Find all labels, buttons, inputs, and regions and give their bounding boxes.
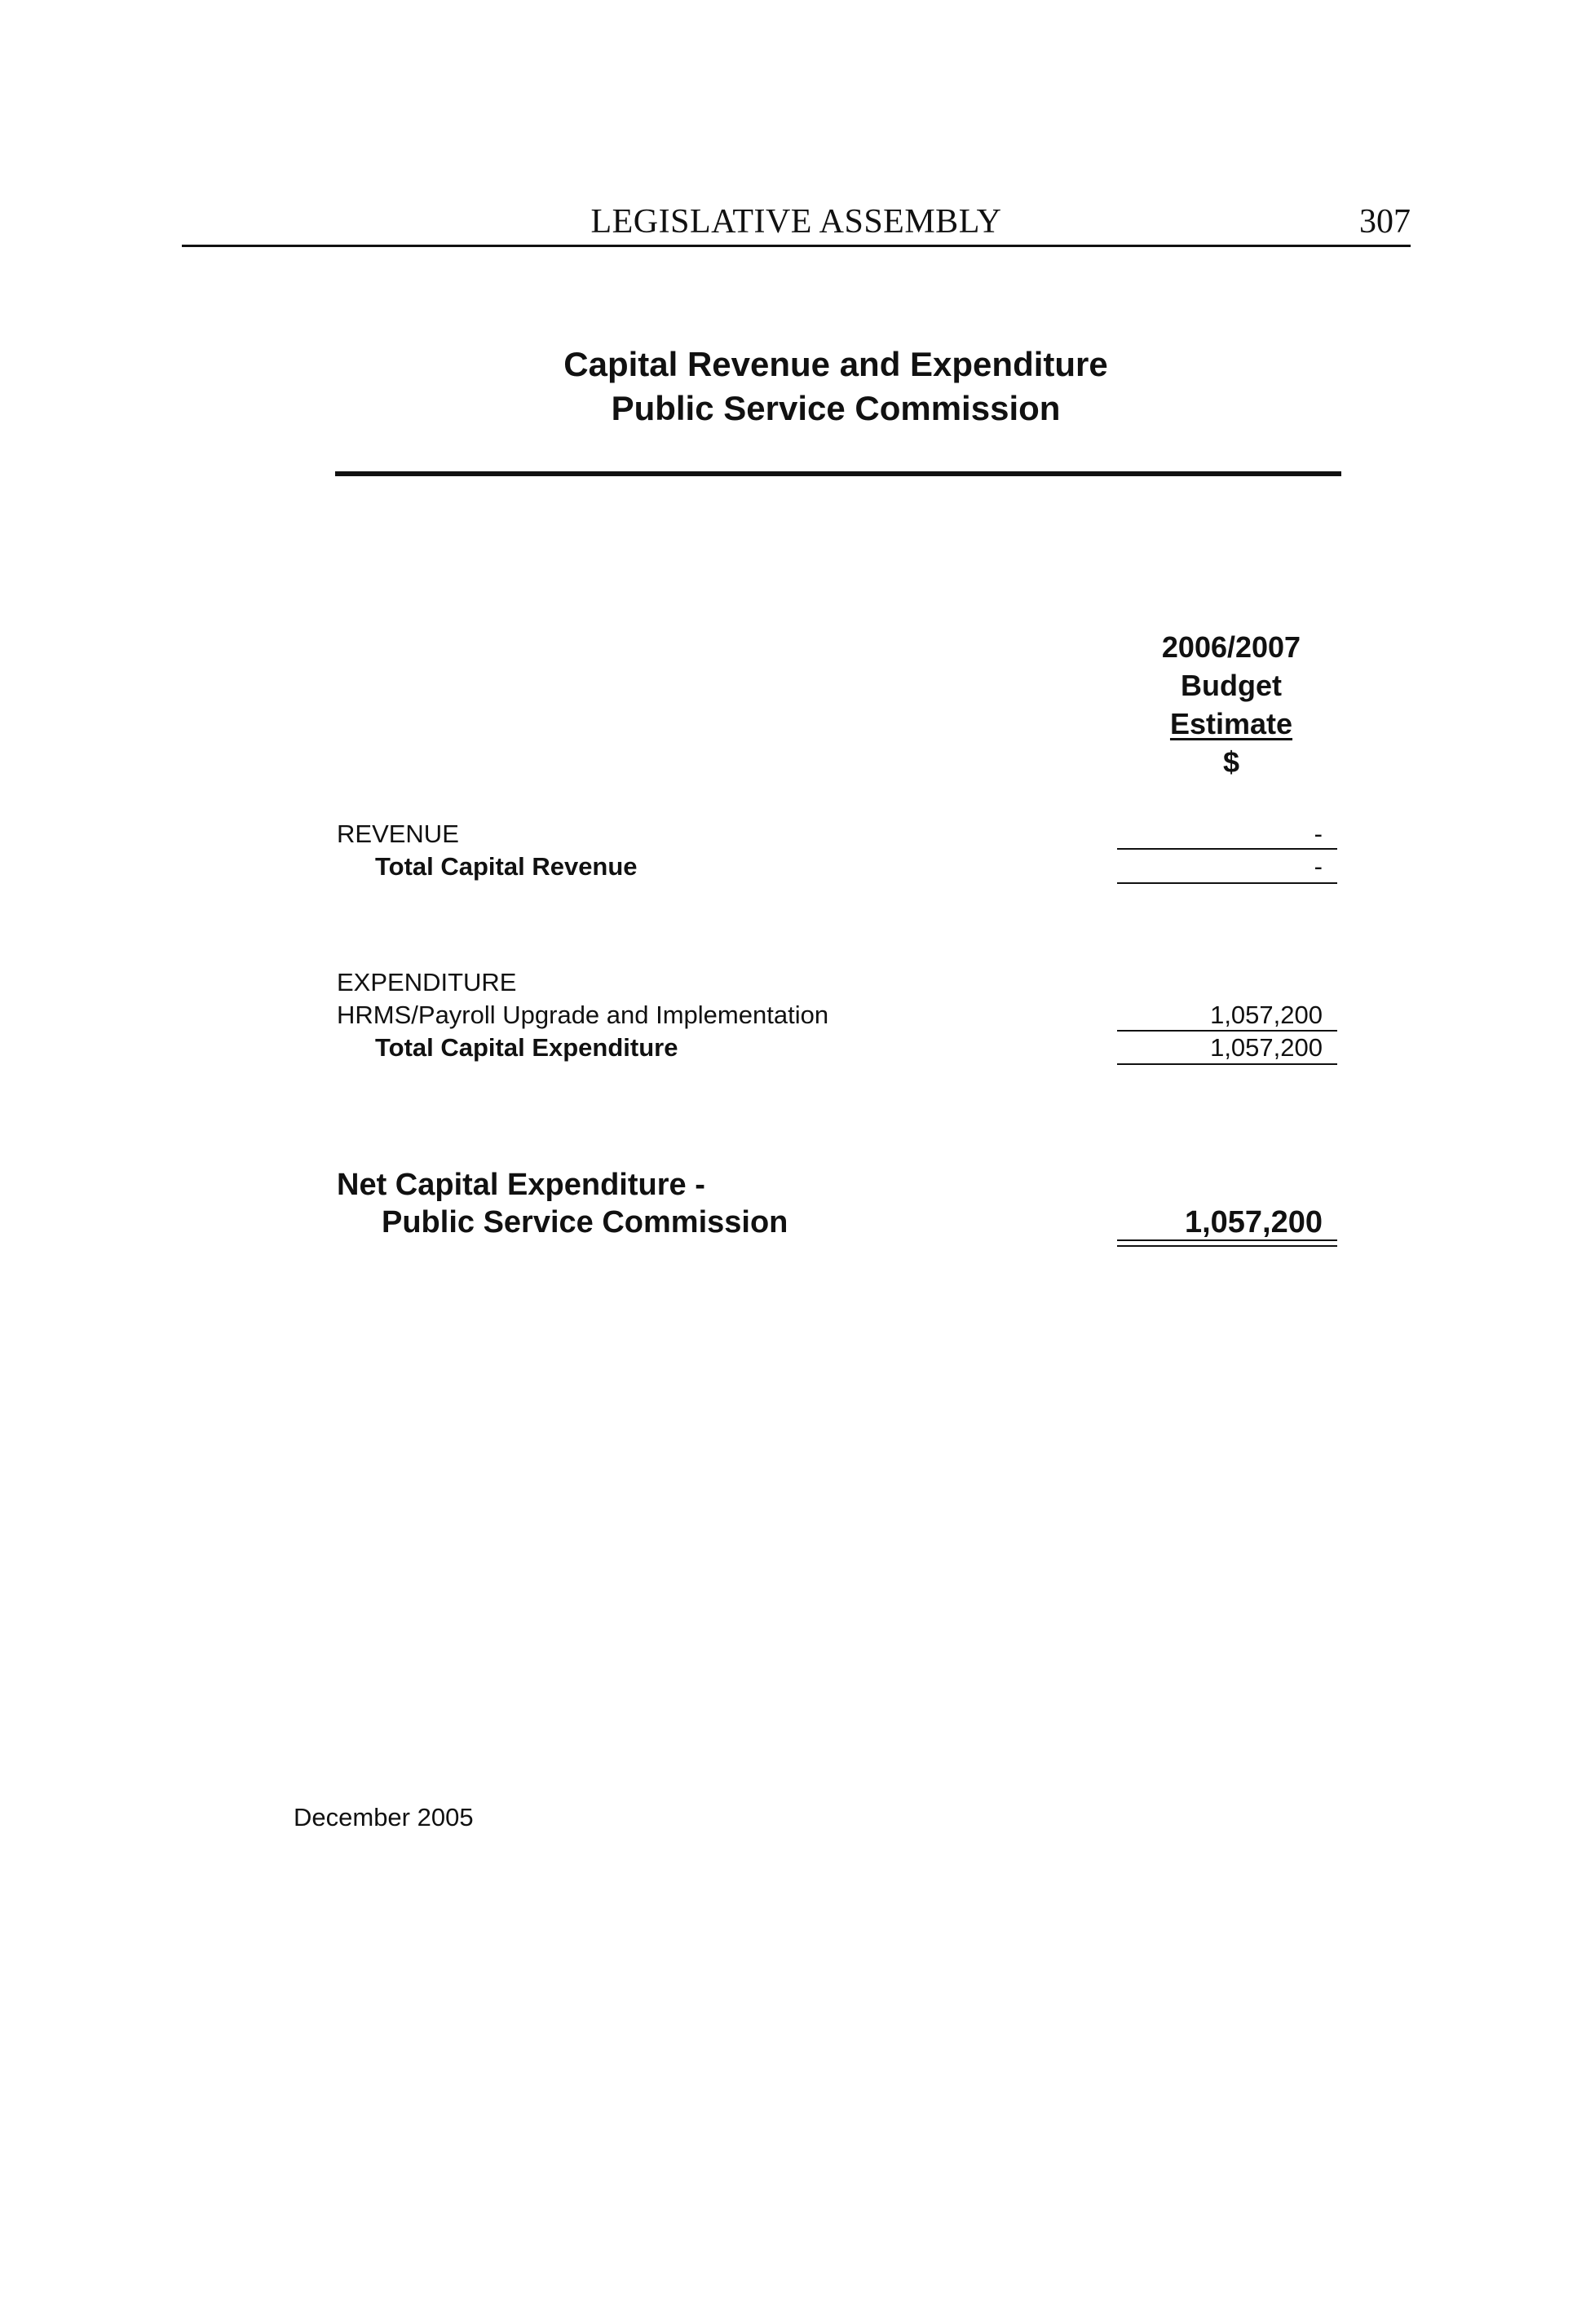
column-header-budget: Budget [1181, 669, 1282, 702]
column-header-estimate: Estimate [1169, 707, 1293, 740]
title-line-2: Public Service Commission [611, 389, 1061, 427]
footer-date: December 2005 [294, 1803, 474, 1831]
revenue-rule-2 [1117, 882, 1337, 884]
net-label-line-2: Public Service Commission [382, 1205, 788, 1239]
expenditure-item-amount: 1,057,200 [1210, 1001, 1323, 1029]
page-number: 307 [1359, 203, 1411, 241]
expenditure-rule-2 [1117, 1063, 1337, 1065]
net-capital-expenditure-amount: 1,057,200 [1184, 1205, 1323, 1239]
document-title [326, 342, 1345, 431]
revenue-heading: REVENUE [337, 820, 459, 848]
total-capital-expenditure-amount: 1,057,200 [1210, 1033, 1323, 1062]
running-header [182, 202, 1411, 247]
running-title: LEGISLATIVE ASSEMBLY [590, 203, 1002, 241]
total-capital-revenue-amount: - [1314, 852, 1323, 881]
title-line-1: Capital Revenue and Expenditure [563, 345, 1108, 383]
net-rule-2 [1117, 1245, 1337, 1247]
revenue-heading-amount: - [1314, 820, 1323, 848]
expenditure-item-label: HRMS/Payroll Upgrade and Implementation [337, 1001, 829, 1029]
net-rule-1 [1117, 1239, 1337, 1241]
column-header-currency: $ [1222, 745, 1240, 779]
total-capital-revenue-label: Total Capital Revenue [375, 852, 638, 881]
column-header-year: 2006/2007 [1161, 630, 1301, 664]
total-capital-expenditure-label: Total Capital Expenditure [375, 1033, 678, 1062]
expenditure-rule-1 [1117, 1030, 1337, 1032]
expenditure-heading: EXPENDITURE [337, 968, 517, 996]
column-header [1109, 628, 1354, 781]
title-divider [335, 471, 1341, 476]
net-label-line-1: Net Capital Expenditure - [337, 1168, 705, 1202]
revenue-rule-1 [1117, 848, 1337, 850]
